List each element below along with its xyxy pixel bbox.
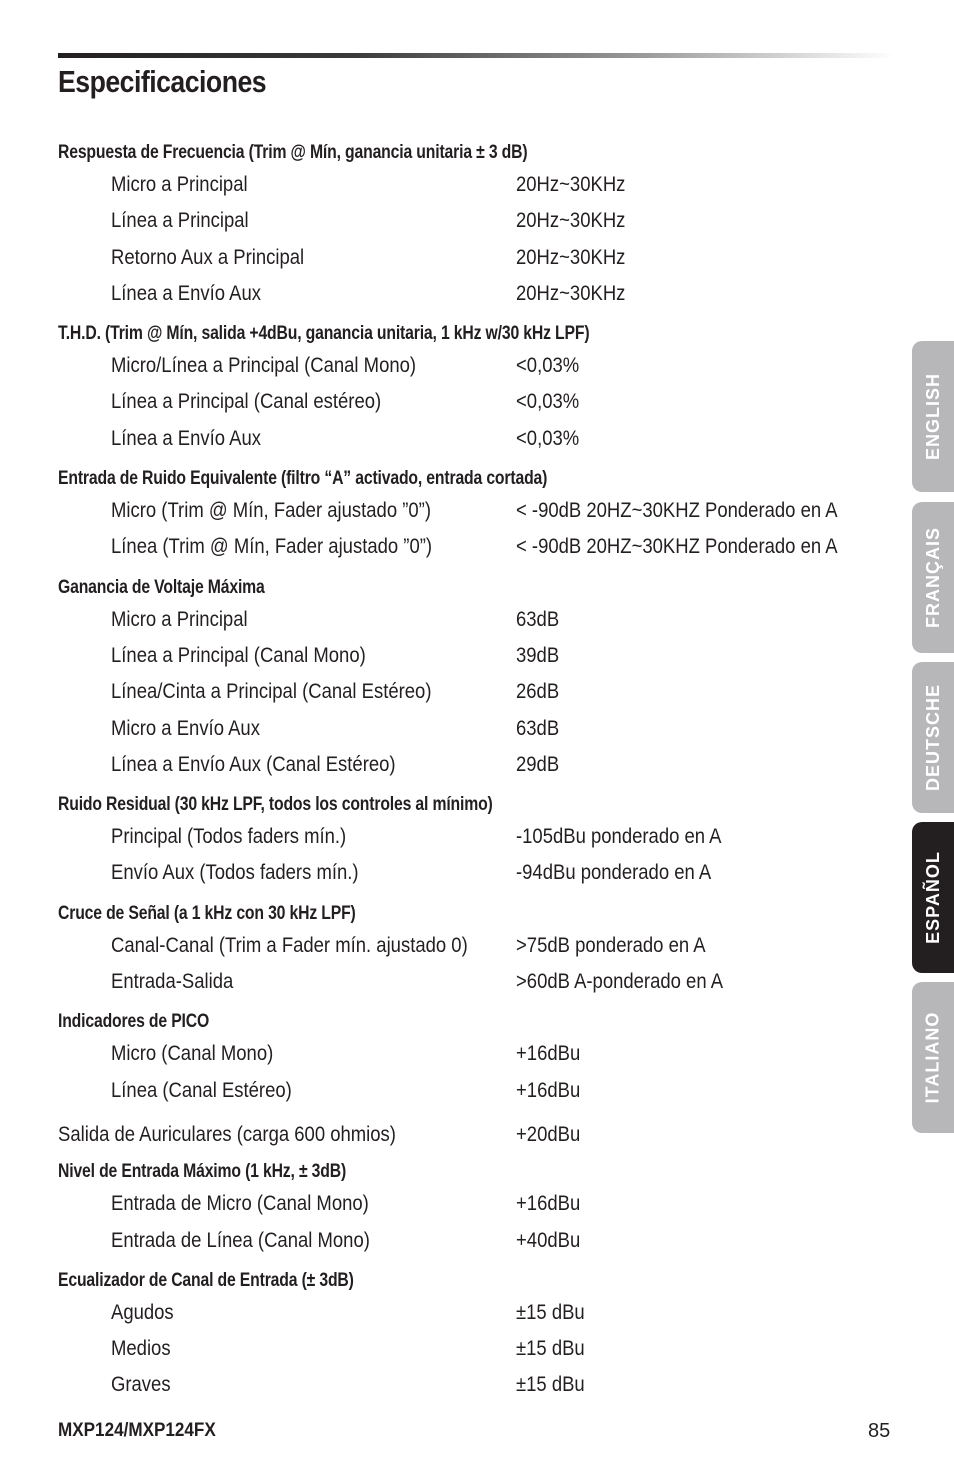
spec-value: >60dB A-ponderado en A (516, 970, 724, 994)
spec-value: 20Hz~30KHz (516, 245, 626, 269)
spec-label: Línea (Canal Estéreo) (111, 1078, 292, 1102)
tab-italiano[interactable] (912, 982, 954, 1133)
spec-value: +20dBu (516, 1122, 581, 1146)
spec-label: Línea/Cinta a Principal (Canal Estéreo) (111, 680, 432, 704)
spec-value: <0,03% (516, 390, 580, 414)
spec-row (58, 1367, 888, 1403)
spec-row (58, 1036, 888, 1072)
spec-row (58, 348, 888, 384)
spec-label: Micro a Envío Aux (111, 716, 260, 740)
spec-value: -94dBu ponderado en A (516, 861, 712, 885)
spec-row (58, 964, 888, 1000)
spec-row (58, 493, 888, 529)
spec-section (58, 320, 888, 457)
spec-row (58, 1117, 888, 1153)
spec-row (58, 711, 888, 747)
spec-section (58, 1267, 888, 1404)
spec-label: Línea a Principal (Canal estéreo) (111, 390, 382, 414)
tab-italiano-label: ITALIANO (922, 1011, 943, 1104)
spec-label: Línea a Principal (111, 209, 249, 233)
spec-label: Micro (Canal Mono) (111, 1042, 274, 1066)
spec-label: Principal (Todos faders mín.) (111, 825, 347, 849)
tab-francais-label: FRANÇAIS (922, 527, 943, 628)
spec-label: Línea a Principal (Canal Mono) (111, 643, 366, 667)
spec-row (58, 1295, 888, 1331)
spec-label: Retorno Aux a Principal (111, 245, 305, 269)
spec-value: <0,03% (516, 354, 580, 378)
spec-section (58, 900, 888, 1001)
spec-value: 20Hz~30KHz (516, 173, 626, 196)
spec-row (58, 674, 888, 710)
spec-section (58, 139, 888, 312)
tab-espanol[interactable] (912, 822, 954, 973)
spec-value: +16dBu (516, 1192, 581, 1216)
spec-row (58, 240, 888, 276)
spec-row (58, 602, 888, 638)
footer-model: MXP124/MXP124FX (58, 1420, 216, 1441)
spec-value: <0,03% (516, 426, 580, 450)
spec-section (58, 1158, 888, 1259)
spec-label: Entrada de Micro (Canal Mono) (111, 1192, 369, 1216)
spec-label: Línea a Envío Aux (Canal Estéreo) (111, 752, 396, 776)
spec-row (58, 819, 888, 855)
spec-label: Medios (111, 1337, 171, 1361)
spec-value: ±15 dBu (516, 1337, 585, 1361)
spec-row (58, 855, 888, 891)
spec-value: 20Hz~30KHz (516, 281, 626, 305)
spec-row (58, 1223, 888, 1259)
spec-value: ±15 dBu (516, 1373, 585, 1397)
spec-value: < -90dB 20HZ~30KHZ Ponderado en A (516, 499, 838, 523)
spec-row (58, 384, 888, 420)
spec-section (58, 1117, 888, 1153)
section-heading: Nivel de Entrada Máximo (1 kHz, ± 3dB) (58, 1161, 347, 1183)
spec-value: 26dB (516, 680, 560, 704)
section-heading: Ganancia de Voltaje Máxima (58, 576, 265, 598)
tab-english[interactable] (912, 341, 954, 492)
tab-deutsche-label: DEUTSCHE (922, 683, 943, 792)
spec-value: 63dB (516, 716, 560, 740)
spec-section (58, 574, 888, 783)
spec-row (58, 747, 888, 783)
spec-value: 20Hz~30KHz (516, 209, 626, 233)
spec-label: Micro a Principal (111, 173, 248, 196)
spec-value: < -90dB 20HZ~30KHZ Ponderado en A (516, 535, 838, 559)
spec-label: Agudos (111, 1300, 174, 1324)
spec-row (58, 638, 888, 674)
spec-label: Línea a Envío Aux (111, 281, 262, 305)
spec-label: Micro a Principal (111, 607, 248, 631)
spec-row (58, 167, 888, 203)
spec-row (58, 276, 888, 312)
spec-value: 39dB (516, 643, 560, 667)
spec-value: +16dBu (516, 1042, 581, 1066)
section-heading: Ecualizador de Canal de Entrada (± 3dB) (58, 1269, 354, 1291)
spec-label: Micro (Trim @ Mín, Fader ajustado ”0”) (111, 499, 431, 523)
spec-row (58, 1073, 888, 1109)
section-heading: Indicadores de PICO (58, 1011, 210, 1033)
spec-label: Entrada-Salida (111, 970, 234, 994)
spec-value: +16dBu (516, 1078, 581, 1102)
page-number: 85 (868, 1420, 891, 1442)
section-heading: Ruido Residual (30 kHz LPF, todos los controles al mínimo) (58, 794, 493, 816)
spec-value: ±15 dBu (516, 1300, 585, 1324)
page-title: Especificaciones (58, 64, 267, 99)
spec-row (58, 1331, 888, 1367)
section-heading: Respuesta de Frecuencia (Trim @ Mín, ganancia unitaria ± 3 dB) (58, 142, 528, 163)
section-heading: Cruce de Señal (a 1 kHz con 30 kHz LPF) (58, 902, 356, 924)
spec-row (58, 203, 888, 239)
spec-row (58, 529, 888, 565)
spec-label: Graves (111, 1373, 171, 1397)
spec-label: Línea a Envío Aux (111, 426, 262, 450)
spec-section (58, 465, 888, 566)
section-heading: T.H.D. (Trim @ Mín, salida +4dBu, ganancia unitaria, 1 kHz w/30 kHz LPF) (58, 323, 590, 345)
spec-row (58, 421, 888, 457)
spec-label: Entrada de Línea (Canal Mono) (111, 1228, 370, 1252)
specifications-list (58, 139, 888, 1412)
spec-value: -105dBu ponderado en A (516, 825, 722, 849)
tab-espanol-label: ESPAÑOL (922, 851, 943, 944)
spec-value: 29dB (516, 752, 560, 776)
spec-section (58, 1008, 888, 1109)
spec-label: Envío Aux (Todos faders mín.) (111, 861, 359, 885)
tab-english-label: ENGLISH (922, 372, 943, 461)
tab-francais[interactable] (912, 502, 954, 653)
spec-row (58, 928, 888, 964)
spec-row (58, 1186, 888, 1222)
spec-label: Canal-Canal (Trim a Fader mín. ajustado 0) (111, 933, 468, 957)
spec-section (58, 791, 888, 892)
section-heading: Entrada de Ruido Equivalente (filtro “A” activado, entrada cortada) (58, 468, 548, 490)
spec-value: 63dB (516, 607, 560, 631)
spec-value: >75dB ponderado en A (516, 933, 706, 957)
spec-label: Micro/Línea a Principal (Canal Mono) (111, 354, 417, 378)
header-rule (58, 53, 894, 58)
spec-value: +40dBu (516, 1228, 581, 1252)
tab-deutsche[interactable] (912, 662, 954, 813)
spec-label: Salida de Auriculares (carga 600 ohmios) (58, 1122, 396, 1146)
spec-label: Línea (Trim @ Mín, Fader ajustado ”0”) (111, 535, 433, 559)
